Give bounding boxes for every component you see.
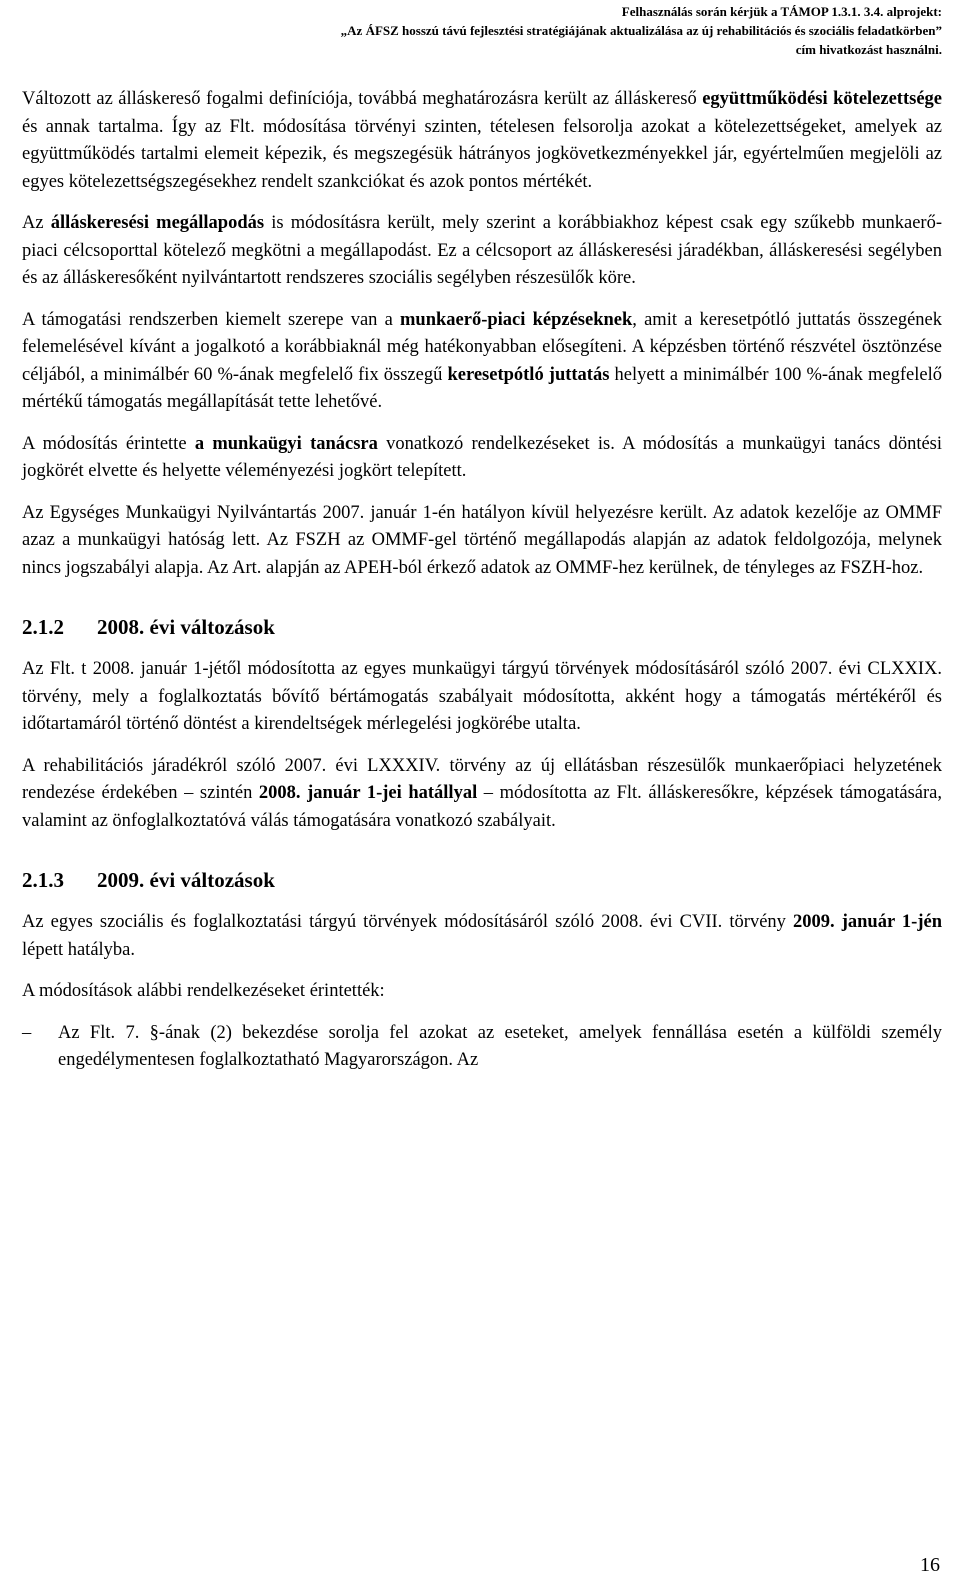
bold-term: együttműködési kötelezettsége bbox=[702, 89, 943, 109]
text-run: is módosításra került, mely szerint a korábbiakhoz képest csak egy szűkebb munkaerő-piaci célcsoporttal kötelező megkötni a megállapodást. Ez a célcsoport az álláskeresési járadékban, álláskeresési segélyben és az álláskeresőként nyilvántartott rendszeres szociális segélyben részesülők köre. bbox=[22, 213, 942, 288]
paragraph-labour-council bbox=[22, 431, 942, 486]
paragraph-affected-provisions: A módosítások alábbi rendelkezéseket érintették: bbox=[22, 981, 385, 1001]
bold-term: a munkaügyi tanácsra bbox=[194, 433, 378, 454]
dash-bullet: – bbox=[22, 1022, 32, 1043]
paragraph-act-cvii bbox=[22, 909, 942, 964]
header-line-3: cím hivatkozást használni. bbox=[795, 42, 942, 57]
section-heading-2-1-2 bbox=[22, 612, 942, 642]
list-item bbox=[22, 1020, 942, 1075]
bold-term: 2009. január 1-jén bbox=[793, 912, 943, 932]
text-run: A módosítás érintette bbox=[22, 433, 195, 454]
list-item-text: Az Flt. 7. §-ának (2) bekezdése sorolja fel azokat az eseteket, amelyek fennállása esetén a külföldi személy engedélymentesen foglalkoztatható Magyarországon. Az bbox=[58, 1022, 942, 1070]
bold-term: keresetpótló juttatás bbox=[447, 364, 610, 385]
paragraph-flt-2008: Az Flt. t 2008. január 1-jétől módosította az egyes munkaügyi tárgyú törvények módosításáról szóló 2007. évi CLXXIX. törvény, mely a foglalkoztatás bővítő bértámogatás szabályait módosította, akként hogy a támogatás mértékéről és időtartamáról történő döntést a kirendeltségek mérlegelési jogkörébe utalta. bbox=[22, 659, 942, 734]
document-body bbox=[22, 86, 942, 1089]
text-run: és annak tartalma. Így az Flt. módosítása törvényi szinten, tételesen felsorolja azokat a kötelezettségeket, amelyek az együttműködés tartalmi elemeit képezik, és megszegésük hátrányos jogkövetkezményekkel jár, egyértelműen megjelöli az egyes kötelezettségszegésekhez rendelt szankciókat és azok pontos mértékét. bbox=[22, 116, 942, 192]
bold-term: 2008. január 1-jei hatállyal bbox=[258, 783, 478, 803]
text-run: , amit a keresetpótló juttatás összegének felemelésével kívánt a jogalkotó a korábbiaknál még hatékonyabban elősegíteni. A képzésben történő részvétel ösztönzése céljából, a minimálbér 60 %-ának megfelelő fix összegű bbox=[22, 309, 943, 385]
bold-term: munkaerő-piaci képzéseknek bbox=[400, 309, 633, 330]
header-line-2: „Az ÁFSZ hosszú távú fejlesztési stratégiájának aktualizálása az új rehabilitációs és szociális feladatkörben” bbox=[340, 23, 942, 38]
text-run: Az bbox=[22, 213, 51, 233]
text-run: – módosította az Flt. álláskeresőkre, képzések támogatására, valamint az önfoglalkoztatóvá válás támogatására vonatkozó szabályait. bbox=[22, 783, 942, 831]
text-run: helyett a minimálbér 100 %-ának megfelelő mértékű támogatás megállapítását tette lehetővé. bbox=[22, 364, 942, 412]
paragraph-unified-registry: Az Egységes Munkaügyi Nyilvántartás 2007. január 1-én hatályon kívül helyezésre került. Az adatok kezelője az OMMF azaz a munkaügyi hatóság lett. Az FSZH az OMMF-gel történő megállapodás alapján az adatok feldolgozója, melynek nincs jogszabályi alapja. Az Art. alapján az APEH-ból érkező adatok az OMMF-hez kerülnek, de tényleges az FSZH-hoz. bbox=[22, 502, 942, 578]
paragraph-labour-market-training bbox=[22, 307, 942, 417]
page-number: 16 bbox=[920, 1554, 940, 1576]
section-number: 2.1.2 bbox=[22, 615, 64, 639]
header-line-1: Felhasználás során kérjük a TÁMOP 1.3.1. 3.4. alprojekt: bbox=[621, 4, 942, 19]
section-number: 2.1.3 bbox=[22, 868, 64, 892]
section-title: 2009. évi változások bbox=[97, 868, 275, 892]
text-run: vonatkozó rendelkezéseket is. A módosítás a munkaügyi tanács döntési jogkörét elvette és helyette véleményezési jogkört telepített. bbox=[22, 433, 943, 481]
paragraph-rehabilitation-allowance bbox=[22, 753, 942, 836]
page-header bbox=[182, 2, 942, 59]
bold-term: álláskeresési megállapodás bbox=[50, 213, 265, 233]
paragraph-job-seeker-definition bbox=[22, 86, 942, 196]
text-run: A rehabilitációs járadékról szóló 2007. évi LXXXIV. törvény az új ellátásban részesülők munkaerőpiaci helyzetének rendezése érdekében – szintén bbox=[22, 755, 942, 803]
text-run: Az egyes szociális és foglalkoztatási tárgyú törvények módosításáról szóló 2008. évi CVII. törvény bbox=[22, 912, 794, 932]
text-run: lépett hatályba. bbox=[22, 939, 136, 960]
section-title: 2008. évi változások bbox=[97, 615, 275, 639]
section-heading-2-1-3 bbox=[22, 865, 942, 895]
paragraph-job-search-agreement bbox=[22, 210, 942, 293]
text-run: A támogatási rendszerben kiemelt szerepe van a bbox=[22, 309, 400, 330]
text-run: Változott az álláskereső fogalmi definíciója, továbbá meghatározásra került az álláskereső bbox=[22, 89, 703, 109]
